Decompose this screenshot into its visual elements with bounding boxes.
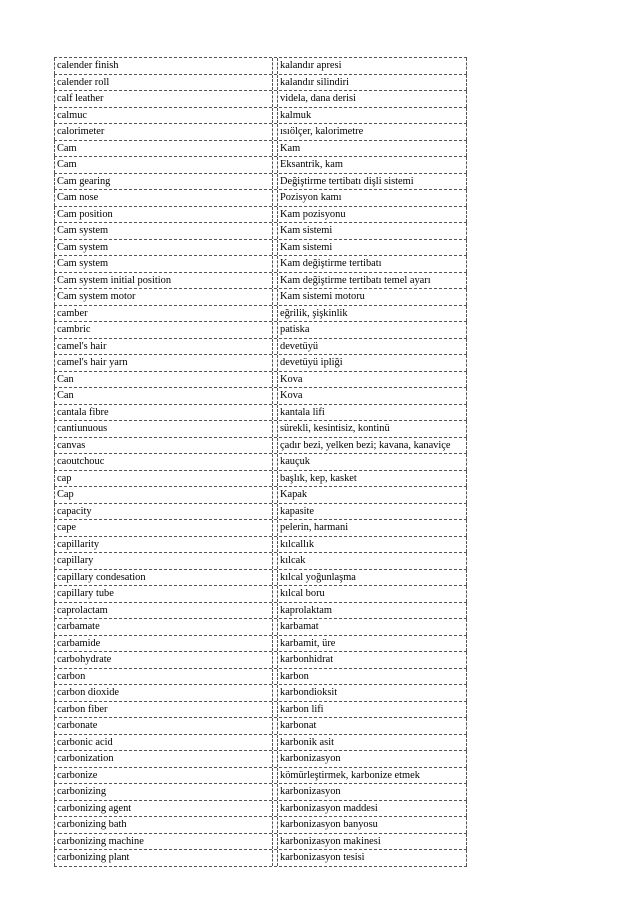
table-row — [54, 652, 467, 669]
table-row — [54, 735, 467, 752]
english-term: Cam gearing — [54, 174, 273, 190]
english-term: carbon fiber — [54, 702, 273, 718]
turkish-translation: karbonizasyon — [277, 751, 467, 767]
table-row — [54, 174, 467, 191]
table-row — [54, 57, 467, 75]
table-row — [54, 438, 467, 455]
turkish-translation: devetüyü — [277, 339, 467, 355]
table-row — [54, 586, 467, 603]
table-row — [54, 718, 467, 735]
english-term: Cam nose — [54, 190, 273, 206]
table-row — [54, 223, 467, 240]
table-row — [54, 817, 467, 834]
turkish-translation: başlık, kep, kasket — [277, 471, 467, 487]
table-row — [54, 256, 467, 273]
english-term: carbohydrate — [54, 652, 273, 668]
turkish-translation: kauçuk — [277, 454, 467, 470]
english-term: Can — [54, 372, 273, 388]
turkish-translation: karbamit, üre — [277, 636, 467, 652]
table-row — [54, 603, 467, 620]
table-row — [54, 570, 467, 587]
table-row — [54, 306, 467, 323]
turkish-translation: karbonizasyon banyosu — [277, 817, 467, 833]
turkish-translation: karbondioksit — [277, 685, 467, 701]
english-term: Cam system — [54, 240, 273, 256]
english-term: Cam system — [54, 256, 273, 272]
english-term: capillary condesation — [54, 570, 273, 586]
turkish-translation: kalandır silindiri — [277, 75, 467, 91]
turkish-translation: ısıölçer, kalorimetre — [277, 124, 467, 140]
table-row — [54, 850, 467, 867]
english-term: Cam position — [54, 207, 273, 223]
turkish-translation: Kam değiştirme tertibatı — [277, 256, 467, 272]
table-row — [54, 504, 467, 521]
english-term: carbonic acid — [54, 735, 273, 751]
english-term: carbonize — [54, 768, 273, 784]
turkish-translation: Kam sistemi — [277, 240, 467, 256]
table-row — [54, 685, 467, 702]
english-term: carbon dioxide — [54, 685, 273, 701]
table-row — [54, 240, 467, 257]
turkish-translation: Kam pozisyonu — [277, 207, 467, 223]
turkish-translation: kılcak — [277, 553, 467, 569]
turkish-translation: eğrilik, şişkinlik — [277, 306, 467, 322]
turkish-translation: karbonizasyon makinesi — [277, 834, 467, 850]
english-term: Cam — [54, 141, 273, 157]
english-term: capillary — [54, 553, 273, 569]
turkish-translation: Değiştirme tertibatı dişli sistemi — [277, 174, 467, 190]
turkish-translation: pelerin, harmani — [277, 520, 467, 536]
table-row — [54, 273, 467, 290]
table-row — [54, 784, 467, 801]
english-term: capillarity — [54, 537, 273, 553]
english-term: caoutchouc — [54, 454, 273, 470]
turkish-translation: kapasite — [277, 504, 467, 520]
english-term: caprolactam — [54, 603, 273, 619]
english-term: carbonizing plant — [54, 850, 273, 866]
english-term: carbonizing machine — [54, 834, 273, 850]
english-term: carbonate — [54, 718, 273, 734]
turkish-translation: Kam sistemi — [277, 223, 467, 239]
turkish-translation: kılcal boru — [277, 586, 467, 602]
turkish-translation: patiska — [277, 322, 467, 338]
table-row — [54, 619, 467, 636]
table-row — [54, 108, 467, 125]
english-term: Cap — [54, 487, 273, 503]
english-term: Cam system initial position — [54, 273, 273, 289]
turkish-translation: kılcallık — [277, 537, 467, 553]
turkish-translation: karbonat — [277, 718, 467, 734]
turkish-translation: çadır bezi, yelken bezi; kavana, kanaviçe — [277, 438, 467, 454]
english-term: cap — [54, 471, 273, 487]
turkish-translation: devetüyü ipliği — [277, 355, 467, 371]
table-row — [54, 141, 467, 158]
table-row — [54, 339, 467, 356]
english-term: cantiunuous — [54, 421, 273, 437]
table-row — [54, 669, 467, 686]
english-term: calender roll — [54, 75, 273, 91]
english-term: capillary tube — [54, 586, 273, 602]
table-row — [54, 768, 467, 785]
english-term: carbonization — [54, 751, 273, 767]
turkish-translation: karbamat — [277, 619, 467, 635]
table-row — [54, 355, 467, 372]
turkish-translation: Kam değiştirme tertibatı temel ayarı — [277, 273, 467, 289]
turkish-translation: kantala lifi — [277, 405, 467, 421]
english-term: camel's hair — [54, 339, 273, 355]
english-term: canvas — [54, 438, 273, 454]
english-term: carbonizing — [54, 784, 273, 800]
english-term: Can — [54, 388, 273, 404]
turkish-translation: karbonizasyon — [277, 784, 467, 800]
english-term: calf leather — [54, 91, 273, 107]
english-term: camel's hair yarn — [54, 355, 273, 371]
table-row — [54, 801, 467, 818]
english-term: cape — [54, 520, 273, 536]
turkish-translation: kaprolaktam — [277, 603, 467, 619]
english-term: calender finish — [54, 58, 273, 74]
table-row — [54, 190, 467, 207]
english-term: cambric — [54, 322, 273, 338]
table-row — [54, 322, 467, 339]
english-term: capacity — [54, 504, 273, 520]
table-row — [54, 124, 467, 141]
table-row — [54, 372, 467, 389]
turkish-translation: kılcal yoğunlaşma — [277, 570, 467, 586]
turkish-translation: Eksantrik, kam — [277, 157, 467, 173]
turkish-translation: kalandır apresi — [277, 58, 467, 74]
english-term: camber — [54, 306, 273, 322]
turkish-translation: karbonik asit — [277, 735, 467, 751]
turkish-translation: kalmuk — [277, 108, 467, 124]
turkish-translation: karbonhidrat — [277, 652, 467, 668]
table-row — [54, 834, 467, 851]
turkish-translation: karbonizasyon maddesi — [277, 801, 467, 817]
table-row — [54, 471, 467, 488]
english-term: cantala fibre — [54, 405, 273, 421]
table-row — [54, 553, 467, 570]
english-term: carbonizing agent — [54, 801, 273, 817]
table-row — [54, 388, 467, 405]
turkish-translation: karbon — [277, 669, 467, 685]
turkish-translation: videla, dana derisi — [277, 91, 467, 107]
english-term: calorimeter — [54, 124, 273, 140]
english-term: Cam system motor — [54, 289, 273, 305]
english-term: carbamide — [54, 636, 273, 652]
english-term: carbonizing bath — [54, 817, 273, 833]
table-row — [54, 636, 467, 653]
turkish-translation: Kova — [277, 372, 467, 388]
english-term: carbamate — [54, 619, 273, 635]
table-row — [54, 157, 467, 174]
turkish-translation: karbonizasyon tesisi — [277, 850, 467, 866]
turkish-translation: Pozisyon kamı — [277, 190, 467, 206]
table-row — [54, 289, 467, 306]
english-term: Cam system — [54, 223, 273, 239]
table-row — [54, 751, 467, 768]
turkish-translation: Kam sistemi motoru — [277, 289, 467, 305]
turkish-translation: Kapak — [277, 487, 467, 503]
table-row — [54, 702, 467, 719]
table-row — [54, 405, 467, 422]
turkish-translation: Kam — [277, 141, 467, 157]
glossary-table — [54, 57, 467, 867]
turkish-translation: karbon lifi — [277, 702, 467, 718]
table-row — [54, 537, 467, 554]
english-term: carbon — [54, 669, 273, 685]
table-row — [54, 454, 467, 471]
turkish-translation: sürekli, kesintisiz, kontinü — [277, 421, 467, 437]
turkish-translation: Kova — [277, 388, 467, 404]
english-term: Cam — [54, 157, 273, 173]
english-term: calmuc — [54, 108, 273, 124]
table-row — [54, 75, 467, 92]
turkish-translation: kömürleştirmek, karbonize etmek — [277, 768, 467, 784]
table-row — [54, 520, 467, 537]
table-row — [54, 487, 467, 504]
table-row — [54, 91, 467, 108]
table-row — [54, 207, 467, 224]
table-row — [54, 421, 467, 438]
